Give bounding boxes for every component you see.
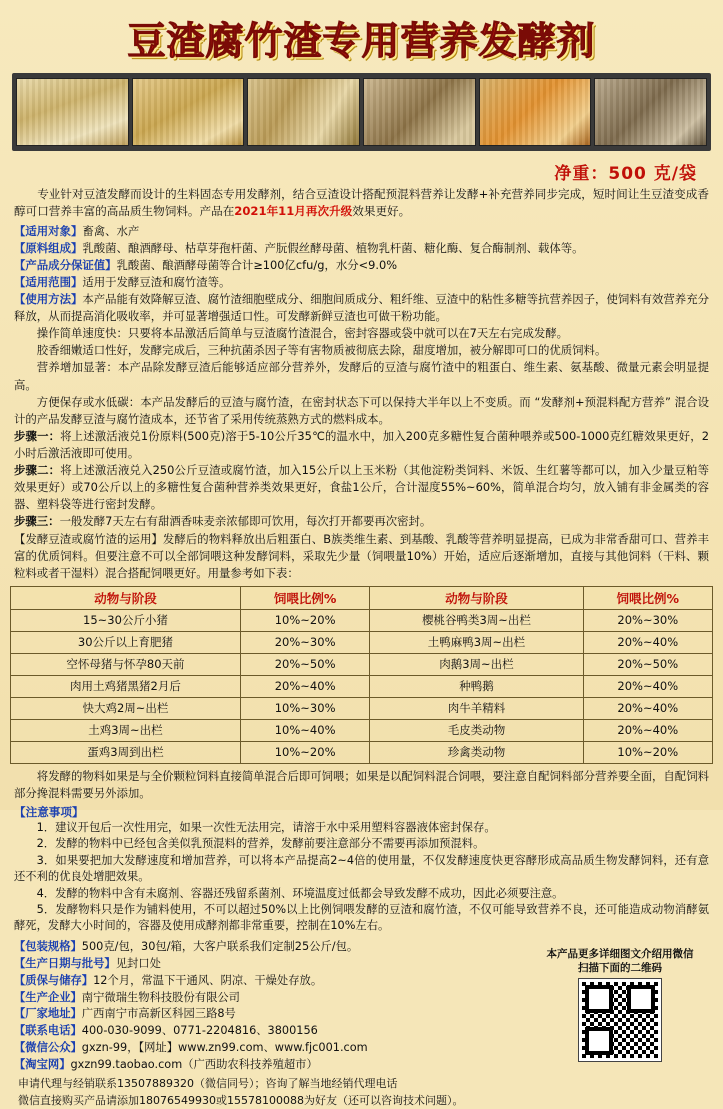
- agent-line: 微信直接购买产品请添加18076549930或15578100088为好友（还可以咨询技术问题）。: [18, 1093, 464, 1107]
- footer-value: gxzn99.taobao.com（广西助农科技养殖超市）: [70, 1058, 318, 1072]
- step-one-label: 步骤一：: [14, 428, 61, 443]
- photo-filmstrip: [12, 73, 711, 151]
- table-cell: 肉用土鸡猪黑猪2月后: [11, 675, 241, 697]
- step-one: [10, 428, 713, 462]
- table-cell: 20%~30%: [240, 631, 369, 653]
- table-cell: 快大鸡2周~出栏: [11, 697, 241, 719]
- table-cell: 10%~40%: [240, 719, 369, 741]
- step-two-text: 将上述激活液兑入250公斤豆渣或腐竹渣，加入15公斤以上玉米粉（其他淀粉类饲料、米饭、生红薯等都可以，加入少量豆粕等效果更好）或70公斤以上的多糖性复合菌种营养类效果更好，食盐1公斤，合计湿度55%~60%，简单混合均匀，放入铺有非金属类的容器、塑料袋等进行密封发酵。: [14, 463, 709, 512]
- footer-label: 【质保与储存】: [14, 973, 94, 987]
- step-three: [10, 513, 713, 530]
- footer-value: 500克/包，30包/箱，大客户联系我们定制25公斤/包。: [81, 939, 359, 953]
- qr-note: 本产品更多详细图文介绍用微信扫描下面的二维码: [546, 947, 694, 974]
- fermented-usage-note: [10, 531, 713, 582]
- table-cell: 空怀母猪与怀孕80天前: [11, 653, 241, 675]
- footer-value: 400-030-9099、0771-2204816、3800156: [81, 1024, 318, 1038]
- table-header-cell: 动物与阶段: [11, 586, 241, 609]
- table-cell: 土鸭麻鸭3周~出栏: [370, 631, 583, 653]
- step-three-text: 一般发酵7天左右有甜酒香味麦亲浓郁即可饮用，每次打开都要再次密封。: [59, 514, 432, 529]
- notice-item: 1．建议开包后一次性用完，如果一次性无法用完，请溶于水中采用塑料容器液体密封保存。: [36, 821, 496, 835]
- table-header-cell: 饲喂比例%: [583, 586, 712, 609]
- usage-step-item: 操作简单速度快：只要将本品激活后简单与豆渣腐竹渣混合，密封容器或袋中就可以在7天左右完成发酵。: [36, 326, 569, 341]
- table-cell: 10%~20%: [240, 609, 369, 631]
- notice-item: 4．发酵的物料中含有未腐剂、容器还残留系菌剂、环境温度过低都会导致发酵不成功，因此必须要注意。: [36, 886, 564, 900]
- spec-lines: [10, 223, 713, 291]
- table-cell: 20%~30%: [583, 609, 712, 631]
- intro-text-2: 效果更好。: [352, 203, 411, 218]
- footer-value: 广西南宁市高新区科园三路8号: [81, 1007, 236, 1021]
- usage-label: 【使用方法】: [14, 292, 83, 307]
- spec-value: 乳酸菌、酿酒酵母菌等合计≥100亿cfu/g，水分<9.0%: [116, 257, 398, 272]
- fermented-usage-label: 【发酵豆渣或腐竹渣的运用】: [14, 531, 163, 546]
- table-cell: 肉牛羊精料: [370, 697, 583, 719]
- table-row: [11, 609, 713, 631]
- company-info: [14, 939, 504, 1075]
- table-cell: 毛皮类动物: [370, 719, 583, 741]
- notice-title: 【注意事项】: [14, 805, 84, 820]
- usage-step-item: 方便保存或水低碳：本产品发酵后的豆渣与腐竹渣，在密封状态下可以保持大半年以上不变质。而 “发酵剂+预混料配方营养” 混合设计的产品发酵豆渣与腐竹渣成本，还节省了采用传统蒸熟方式的燃料成本。: [14, 394, 709, 426]
- table-cell: 20%~40%: [583, 719, 712, 741]
- footer-label: 【生产企业】: [14, 990, 82, 1004]
- usage-step-item: 胶香细嫩适口性好，发酵完成后，三种抗菌杀因子等有害物质被彻底去除，甜度增加，被分解即可口的优质饲料。: [36, 343, 607, 358]
- intro-text-1: 专业针对豆渣发酵而设计的生料固态专用发酵剂，结合豆渣设计搭配预混料营养让发酵+补充营养同步完成，短时间让生豆渣变成香醇可口营养丰富的高品质生物饲料。产品在: [14, 187, 709, 218]
- mixing-photo: [363, 78, 476, 146]
- scope-value: 适用于发酵豆渣和腐竹渣等。: [82, 274, 231, 289]
- table-cell: 珍禽类动物: [370, 741, 583, 763]
- agent-line: 申请代理与经销联系13507889320（微信同号）；咨询了解当地经销代理电话: [18, 1077, 398, 1091]
- table-cell: 20%~40%: [583, 675, 712, 697]
- spec-line: [14, 257, 709, 274]
- title-area: [10, 6, 713, 67]
- table-header-cell: 饲喂比例%: [240, 586, 369, 609]
- usage-step-item: 营养增加显著：本产品除发酵豆渣后能够适应部分营养外，发酵后的豆渣与腐竹渣中的粗蛋白、维生素、氨基酸、微量元素会明显提高。: [14, 360, 709, 392]
- table-header-row: [11, 586, 713, 609]
- footer-row: [14, 990, 504, 1007]
- table-cell: 蛋鸡3周到出栏: [11, 741, 241, 763]
- spec-label: 【适用对象】: [14, 223, 83, 238]
- spec-line: [14, 223, 709, 240]
- footer-row: [14, 973, 504, 990]
- spec-label: 【产品成分保证值】: [14, 257, 117, 272]
- after-table-note: 将发酵的物料如果是与全价颗粒饲料直接简单混合后即可饲喂；如果是以配饲料混合饲喂，要注意自配饲料部分营养要全面，自配饲料部分搀混料需要另外添加。: [14, 768, 709, 800]
- footer-label: 【包装规格】: [14, 939, 82, 953]
- footer-label: 【联系电话】: [14, 1024, 82, 1038]
- step-three-label: 步骤三：: [14, 514, 60, 529]
- footer-section: [10, 939, 713, 1109]
- footer-row: [14, 1057, 504, 1074]
- table-cell: 30公斤以上育肥猪: [11, 631, 241, 653]
- step-one-text: 将上述激活液兑1份原料(500克)溶于5-10公斤35℃的温水中，加入200克多糖性复合菌种喂养或500-1000克红糖效果更好，2小时后激活液即可使用。: [14, 428, 709, 461]
- footer-label: 【淘宝网】: [14, 1058, 71, 1072]
- footer-value: 12个月，常温下干通风、阴凉、干燥处存放。: [93, 973, 323, 987]
- footer-value: gxzn-99，【网址】www.zn99.com、www.fjc001.com: [81, 1041, 368, 1055]
- footer-value: 见封口处: [115, 956, 161, 970]
- fermented-usage-text: 发酵后的物料释放出后粗蛋白、B族类维生素、到基酸、乳酸等营养明显提高，已成为非常香甜可口、营养丰富的优质饲料。但要注意不可以全部饲喂这种发酵饲料，采取先少量（饲喂量10%）开始，适应后逐渐增加，直接与其他饲料（干料、颗粒料或者干湿料）混合搭配饲喂更好。用量参考如下表：: [14, 531, 709, 580]
- footer-value: 南宁微瑞生物科技股份有限公司: [81, 990, 240, 1004]
- footer-row: [14, 1006, 504, 1023]
- table-cell: 20%~40%: [583, 631, 712, 653]
- scope-label: 【适用范围】: [14, 274, 83, 289]
- table-row: [11, 719, 713, 741]
- table-cell: 肉鹅3周~出栏: [370, 653, 583, 675]
- table-row: [11, 653, 713, 675]
- table-cell: 10%~20%: [583, 741, 712, 763]
- table-cell: 20%~40%: [583, 697, 712, 719]
- table-cell: 樱桃谷鸭类3周~出栏: [370, 609, 583, 631]
- table-row: [11, 631, 713, 653]
- agent-contact-lines: [14, 1074, 542, 1109]
- footer-row: [14, 1023, 504, 1040]
- spec-label: 【原料组成】: [14, 240, 83, 255]
- step-two: [10, 462, 713, 513]
- table-cell: 20%~50%: [240, 653, 369, 675]
- table-row: [11, 675, 713, 697]
- scope-line: [14, 274, 709, 291]
- table-cell: 15~30公斤小猪: [11, 609, 241, 631]
- usage-value: 本产品能有效降解豆渣、腐竹渣细胞壁成分、细胞间质成分、粗纤维、豆渣中的粘性多糖等抗营养因子，使饲料有效营养充分释放，从而提高消化吸收率，并可显著增强适口性。可发酵新鲜豆渣也可做干粉功能。: [14, 292, 709, 324]
- table-row: [11, 697, 713, 719]
- footer-row: [14, 956, 504, 973]
- net-weight: 净重：500 克/袋: [554, 164, 697, 184]
- dosage-table: [10, 586, 713, 764]
- spec-value: 乳酸菌、酿酒酵母、枯草芽孢杆菌、产朊假丝酵母菌、植物乳杆菌、糖化酶、复合酶制剂、载体等。: [82, 240, 584, 255]
- table-cell: 种鸭鹅: [370, 675, 583, 697]
- step-two-label: 步骤二：: [14, 463, 61, 478]
- dried-okara-photo: [132, 78, 245, 146]
- table-cell: 土鸡3周~出栏: [11, 719, 241, 741]
- notice-item: 2．发酵的物料中已经包含美似乳预混料的营养，发酵前要注意部分不需要再添加预混料。: [36, 837, 485, 851]
- table-cell: 10%~30%: [240, 697, 369, 719]
- intro-highlight: 2021年11月再次升级: [234, 203, 353, 218]
- footer-row: [14, 939, 504, 956]
- wechat-qr-code[interactable]: [579, 979, 661, 1061]
- table-row: [11, 741, 713, 763]
- table-cell: 10%~20%: [240, 741, 369, 763]
- footer-label: 【微信公众】: [14, 1041, 82, 1055]
- notice-item: 5．发酵物料只是作为铺料使用，不可以超过50%以上比例饲喂发酵的豆渣和腐竹渣，不仅可能导致营养不良，还可能造成动物消酵氨酵死，发酵大小时间的，容器及使用成酵剂都非常重要，控制在10%左右。: [14, 902, 709, 933]
- footer-label: 【生产日期与批号】: [14, 956, 116, 970]
- table-cell: 20%~50%: [583, 653, 712, 675]
- page-title: 豆渣腐竹渣专用营养发酵剂: [127, 19, 596, 63]
- spec-value: 畜禽、水产: [82, 223, 140, 238]
- yellow-feed-photo: [479, 78, 592, 146]
- table-header-cell: 动物与阶段: [370, 586, 583, 609]
- footer-label: 【厂家地址】: [14, 1007, 82, 1021]
- spec-line: [14, 240, 709, 257]
- table-cell: 20%~40%: [240, 675, 369, 697]
- qr-section: [545, 947, 695, 1061]
- footer-row: [14, 1040, 504, 1057]
- intro-paragraph: [10, 186, 713, 223]
- livestock-photo: [594, 78, 707, 146]
- fermented-feed-photo: [247, 78, 360, 146]
- okara-photo: [16, 78, 129, 146]
- usage-method: [10, 291, 713, 325]
- notice-item: 3．如果要把加大发酵速度和增加营养，可以将本产品提高2~4倍的使用量，不仅发酵速度快更容酵形成高品质生物发酵饲料，还有意还不利的优良处增肥效果。: [14, 853, 709, 884]
